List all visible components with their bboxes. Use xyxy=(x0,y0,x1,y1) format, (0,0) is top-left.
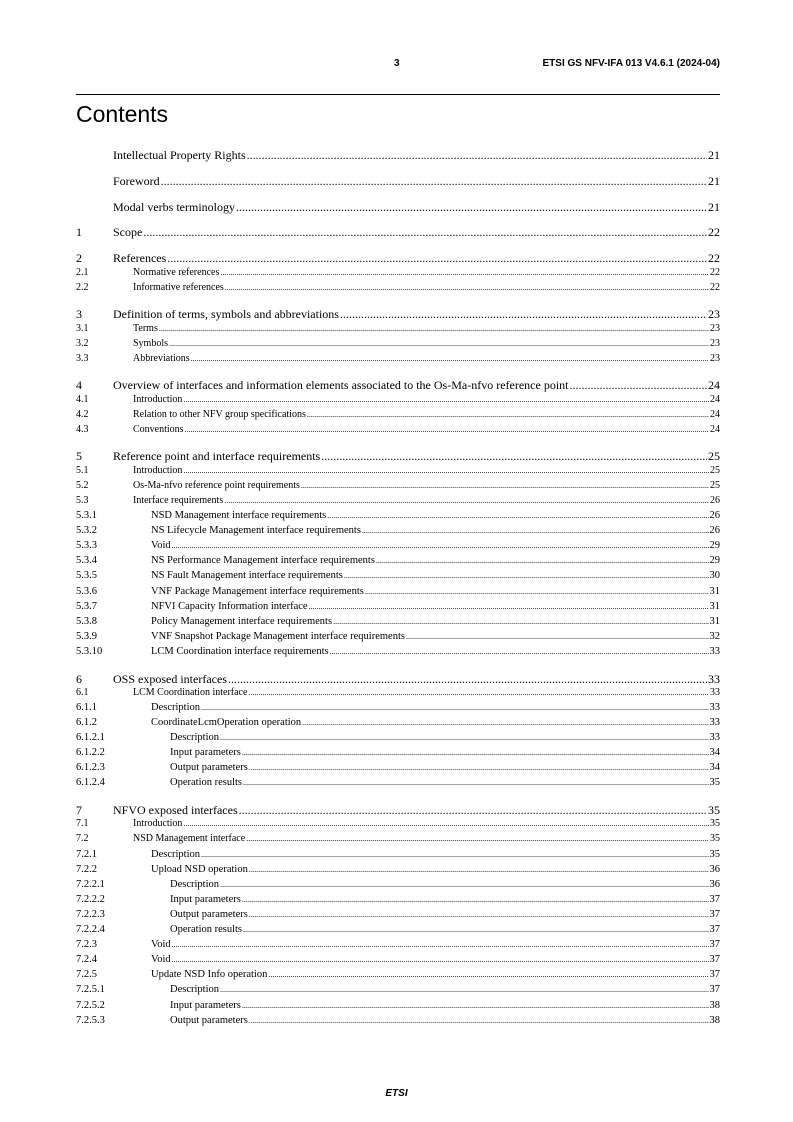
toc-entry-title: Relation to other NFV group specifications xyxy=(133,408,306,420)
toc-entry-page: 33 xyxy=(709,717,720,728)
toc-entry[interactable] xyxy=(76,525,720,536)
toc-entry[interactable] xyxy=(76,555,720,566)
toc-entry-page: 35 xyxy=(710,818,720,830)
toc-entry-page: 22 xyxy=(708,225,720,240)
page-header xyxy=(76,58,720,74)
toc-entry-title: Conventions xyxy=(133,423,184,435)
toc-entry-title: Informative references xyxy=(133,281,224,293)
toc-entry[interactable] xyxy=(76,174,720,189)
toc-dot-leader xyxy=(242,1001,709,1010)
toc-entry-number: 4.3 xyxy=(76,423,89,435)
toc-entry[interactable] xyxy=(76,672,720,687)
toc-entry[interactable] xyxy=(76,424,720,435)
toc-entry-number: 5.1 xyxy=(76,464,89,476)
toc-entry-title: Void xyxy=(151,540,171,552)
toc-entry-page: 24 xyxy=(708,378,720,393)
toc-entry[interactable] xyxy=(76,267,720,278)
toc-entry-title: Output parameters xyxy=(170,908,248,920)
toc-entry-number: 3.2 xyxy=(76,337,89,349)
toc-entry-page: 31 xyxy=(709,600,720,612)
toc-dot-leader xyxy=(159,324,709,333)
toc-entry-number: 7 xyxy=(76,803,82,817)
toc-dot-leader xyxy=(201,850,709,859)
toc-entry-title: Reference point and interface requirements xyxy=(113,449,321,464)
toc-entry-title: NS Lifecycle Management interface requirements xyxy=(151,525,361,537)
toc-dot-leader xyxy=(225,283,709,292)
toc-dot-leader xyxy=(242,895,709,904)
toc-entry-title: Interface requirements xyxy=(133,494,224,506)
toc-entry[interactable] xyxy=(76,409,720,420)
toc-entry-number: 7.2 xyxy=(76,833,89,845)
toc-entry[interactable] xyxy=(76,762,720,773)
toc-dot-leader xyxy=(268,970,708,979)
toc-dot-leader xyxy=(247,148,707,163)
toc-entry-page: 35 xyxy=(709,848,720,860)
toc-dot-leader xyxy=(333,617,708,626)
page-title: Contents xyxy=(76,101,169,127)
toc-entry-number: 6.1.2.1 xyxy=(76,732,105,744)
toc-entry-number: 7.2.1 xyxy=(76,848,97,860)
toc-dot-leader xyxy=(220,880,709,889)
toc-entry-number: 5.3.9 xyxy=(76,630,97,642)
toc-entry-number: 7.1 xyxy=(76,818,89,830)
toc-entry[interactable] xyxy=(76,954,720,965)
toc-entry-title: Introduction xyxy=(133,393,183,405)
toc-entry[interactable] xyxy=(76,849,720,860)
toc-dot-leader xyxy=(185,425,709,434)
toc-entry-page: 35 xyxy=(708,803,720,817)
toc-entry-number: 5 xyxy=(76,449,82,464)
toc-dot-leader xyxy=(167,251,707,266)
toc-dot-leader xyxy=(248,688,709,697)
toc-dot-leader xyxy=(183,466,709,475)
toc-dot-leader xyxy=(220,985,709,994)
toc-dot-leader xyxy=(191,354,709,363)
toc-entry[interactable] xyxy=(76,586,720,597)
toc-dot-leader xyxy=(243,925,708,934)
toc-entry-page: 35 xyxy=(710,833,720,845)
toc-entry-title: Modal verbs terminology xyxy=(113,199,235,214)
toc-dot-leader xyxy=(249,1016,709,1025)
toc-entry[interactable] xyxy=(76,631,720,642)
toc-entry-title: Description xyxy=(170,984,219,996)
toc-dot-leader xyxy=(362,526,709,535)
toc-entry-title: Os-Ma-nfvo reference point requirements xyxy=(133,479,300,491)
toc-entry-number: 5.3.6 xyxy=(76,585,97,597)
toc-entry-page: 33 xyxy=(709,732,720,744)
toc-entry[interactable] xyxy=(76,732,720,743)
toc-entry[interactable] xyxy=(76,909,720,920)
toc-entry-title: Output parameters xyxy=(170,762,248,774)
toc-entry-title: Terms xyxy=(133,322,158,334)
toc-entry-title: Output parameters xyxy=(170,1014,248,1026)
toc-entry-number: 1 xyxy=(76,225,82,240)
toc-entry-title: Input parameters xyxy=(170,999,241,1011)
toc-entry-page: 21 xyxy=(708,148,720,162)
toc-entry-number: 7.2.4 xyxy=(76,954,97,966)
toc-entry-number: 6.1.2.4 xyxy=(76,777,105,789)
toc-entry-number: 3.3 xyxy=(76,352,89,364)
toc-entry-title: OSS exposed interfaces xyxy=(113,671,227,686)
toc-dot-leader xyxy=(249,910,709,919)
toc-entry-page: 29 xyxy=(709,555,720,567)
toc-entry[interactable] xyxy=(76,378,720,393)
toc-entry[interactable] xyxy=(76,833,720,844)
toc-entry-title: LCM Coordination interface requirements xyxy=(151,645,329,657)
toc-entry-number: 5.3.7 xyxy=(76,600,97,612)
toc-entry-page: 22 xyxy=(710,266,720,278)
toc-entry-page: 38 xyxy=(709,1014,720,1026)
toc-dot-leader xyxy=(183,819,709,828)
toc-dot-leader xyxy=(406,632,709,641)
toc-entry-title: Normative references xyxy=(133,266,220,278)
toc-entry-number: 5.3.5 xyxy=(76,570,97,582)
toc-entry-page: 21 xyxy=(708,173,720,188)
toc-entry[interactable] xyxy=(76,1000,720,1011)
toc-entry-page: 26 xyxy=(709,525,720,537)
toc-entry-title: NFVI Capacity Information interface xyxy=(151,600,308,612)
toc-entry[interactable] xyxy=(76,717,720,728)
toc-entry-title: Foreword xyxy=(113,173,160,188)
toc-entry-title: VNF Package Management interface requirements xyxy=(151,585,364,597)
toc-entry[interactable] xyxy=(76,282,720,293)
toc-entry-page: 37 xyxy=(709,924,720,935)
toc-entry[interactable] xyxy=(76,394,720,405)
toc-dot-leader xyxy=(172,541,709,550)
toc-entry-number: 6.1.1 xyxy=(76,701,97,713)
toc-entry[interactable] xyxy=(76,646,720,657)
toc-dot-leader xyxy=(301,481,709,490)
toc-entry-title: Definition of terms, symbols and abbreviations xyxy=(113,307,339,322)
toc-entry-number: 5.3 xyxy=(76,494,89,506)
toc-entry[interactable] xyxy=(76,702,720,713)
page-footer: ETSI xyxy=(385,1088,408,1099)
toc-entry-title: Abbreviations xyxy=(133,352,190,364)
toc-entry-title: Scope xyxy=(113,225,143,240)
toc-entry-number: 4.1 xyxy=(76,393,89,405)
toc-entry-page: 32 xyxy=(709,630,720,642)
toc-dot-leader xyxy=(344,571,709,580)
toc-entry-page: 23 xyxy=(710,352,720,364)
toc-entry-number: 7.2.3 xyxy=(76,939,97,951)
toc-entry-page: 30 xyxy=(709,570,720,582)
toc-dot-leader xyxy=(570,378,708,393)
toc-entry-title: NS Performance Management interface requirements xyxy=(151,555,375,567)
toc-entry-number: 7.2.5.1 xyxy=(76,984,105,996)
toc-dot-leader xyxy=(228,672,707,687)
toc-entry[interactable] xyxy=(76,225,720,240)
toc-entry[interactable] xyxy=(76,984,720,995)
toc-entry-page: 34 xyxy=(709,747,720,759)
toc-dot-leader xyxy=(365,587,709,596)
toc-entry-title: LCM Coordination interface xyxy=(133,686,248,698)
toc-entry-page: 38 xyxy=(709,999,720,1011)
toc-entry-title: Overview of interfaces and information elements associated to the Os-Ma-nfvo reference point xyxy=(113,378,569,393)
toc-entry-number: 5.3.3 xyxy=(76,540,97,552)
toc-entry-title: Symbols xyxy=(133,337,169,349)
toc-entry-number: 5.3.2 xyxy=(76,525,97,537)
toc-entry[interactable] xyxy=(76,353,720,364)
toc-entry[interactable] xyxy=(76,338,720,349)
toc-dot-leader xyxy=(330,647,709,656)
toc-entry-page: 25 xyxy=(710,479,720,491)
toc-entry-page: 33 xyxy=(709,645,720,657)
toc-entry[interactable] xyxy=(76,570,720,581)
document-id: ETSI GS NFV-IFA 013 V4.6.1 (2024-04) xyxy=(542,58,720,69)
toc-entry[interactable] xyxy=(76,864,720,875)
toc-dot-leader xyxy=(242,748,709,757)
toc-entry-title: Void xyxy=(151,939,171,951)
toc-entry-page: 37 xyxy=(709,939,720,951)
toc-entry-page: 36 xyxy=(709,878,720,890)
toc-entry-page: 37 xyxy=(709,984,720,996)
toc-entry-title: NFVO exposed interfaces xyxy=(113,803,238,817)
toc-dot-leader xyxy=(169,339,709,348)
toc-entry-title: Update NSD Info operation xyxy=(151,969,268,981)
toc-entry-title: NSD Management interface xyxy=(133,833,246,845)
toc-entry-number: 6.1.2.3 xyxy=(76,762,105,774)
toc-entry-page: 36 xyxy=(709,863,720,875)
toc-entry[interactable] xyxy=(76,924,720,935)
toc-entry[interactable] xyxy=(76,777,720,788)
toc-entry-page: 22 xyxy=(708,251,720,266)
toc-entry-number: 7.2.5.2 xyxy=(76,999,105,1011)
toc-entry-title: Upload NSD operation xyxy=(151,863,248,875)
toc-dot-leader xyxy=(143,225,707,240)
toc-entry[interactable] xyxy=(76,449,720,464)
toc-dot-leader xyxy=(172,955,709,964)
toc-entry[interactable] xyxy=(76,323,720,334)
toc-dot-leader xyxy=(309,602,709,611)
toc-entry[interactable] xyxy=(76,465,720,476)
toc-dot-leader xyxy=(249,865,709,874)
toc-entry-title: Operation results xyxy=(170,924,243,935)
toc-entry-title: Policy Management interface requirements xyxy=(151,615,333,627)
toc-entry-number: 5.3.10 xyxy=(76,645,103,657)
toc-entry[interactable] xyxy=(76,818,720,829)
toc-dot-leader xyxy=(302,718,708,727)
toc-dot-leader xyxy=(376,556,709,565)
toc-entry-number: 3.1 xyxy=(76,322,89,334)
toc-entry-number: 2 xyxy=(76,251,82,266)
toc-dot-leader xyxy=(307,410,709,419)
toc-entry-page: 23 xyxy=(710,322,720,334)
toc-entry-number: 5.3.8 xyxy=(76,615,97,627)
toc-entry-title: Description xyxy=(151,701,200,713)
toc-entry[interactable] xyxy=(76,687,720,698)
toc-entry-number: 7.2.5.3 xyxy=(76,1014,105,1026)
toc-entry[interactable] xyxy=(76,879,720,890)
toc-dot-leader xyxy=(236,200,707,215)
toc-entry-page: 25 xyxy=(710,464,720,476)
toc-entry-page: 25 xyxy=(708,449,720,464)
toc-entry-number: 7.2.2.4 xyxy=(76,924,105,935)
toc-dot-leader xyxy=(327,511,708,520)
toc-entry-number: 4 xyxy=(76,378,82,393)
toc-entry-number: 6.1.2.2 xyxy=(76,747,105,759)
toc-dot-leader xyxy=(161,174,707,189)
toc-entry-page: 24 xyxy=(710,423,720,435)
toc-entry-number: 6 xyxy=(76,671,82,686)
toc-entry-page: 35 xyxy=(709,777,720,789)
toc-entry-title: VNF Snapshot Package Management interface requirements xyxy=(151,630,405,642)
toc-dot-leader xyxy=(239,803,707,818)
toc-entry-title: Description xyxy=(151,848,200,860)
toc-entry-title: Description xyxy=(170,878,219,890)
toc-dot-leader xyxy=(220,733,709,742)
toc-entry[interactable] xyxy=(76,510,720,521)
toc-entry-number: 7.2.2.3 xyxy=(76,908,105,920)
toc-entry-number: 4.2 xyxy=(76,408,89,420)
toc-dot-leader xyxy=(321,449,707,464)
toc-entry-number: 5.3.4 xyxy=(76,555,97,567)
page-number: 3 xyxy=(394,58,400,69)
toc-dot-leader xyxy=(249,763,709,772)
toc-dot-leader xyxy=(340,307,707,322)
toc-dot-leader xyxy=(224,496,709,505)
toc-entry-title: Void xyxy=(151,954,171,966)
toc-entry-page: 37 xyxy=(709,893,720,905)
toc-entry-number: 7.2.2 xyxy=(76,863,97,875)
toc-entry[interactable] xyxy=(76,200,720,215)
toc-dot-leader xyxy=(243,778,708,787)
toc-entry-page: 31 xyxy=(709,585,720,597)
toc-entry-number: 7.2.5 xyxy=(76,969,97,981)
toc-entry-number: 7.2.2.1 xyxy=(76,878,105,890)
toc-entry[interactable] xyxy=(76,969,720,980)
toc-entry-page: 24 xyxy=(710,393,720,405)
toc-entry-page: 26 xyxy=(710,494,720,506)
toc-entry[interactable] xyxy=(76,480,720,491)
toc-entry-page: 37 xyxy=(709,954,720,966)
toc-entry[interactable] xyxy=(76,894,720,905)
toc-entry[interactable] xyxy=(76,601,720,612)
toc-entry-page: 29 xyxy=(709,540,720,552)
toc-entry-page: 22 xyxy=(710,281,720,293)
toc-entry[interactable] xyxy=(76,616,720,627)
toc-entry-page: 37 xyxy=(709,969,720,981)
toc-entry-title: Description xyxy=(170,732,219,744)
toc-entry-page: 26 xyxy=(709,510,720,521)
toc-entry-title: Introduction xyxy=(133,464,183,476)
toc-entry-page: 33 xyxy=(709,701,720,713)
toc-entry-number: 6.1 xyxy=(76,686,89,698)
toc-entry[interactable] xyxy=(76,1015,720,1026)
toc-dot-leader xyxy=(183,395,709,404)
toc-entry-title: Input parameters xyxy=(170,893,241,905)
toc-entry-title: Intellectual Property Rights xyxy=(113,148,246,162)
toc-dot-leader xyxy=(172,940,709,949)
toc-entry-title: Introduction xyxy=(133,818,183,830)
toc-entry-title: Operation results xyxy=(170,777,243,789)
toc-entry-number: 3 xyxy=(76,307,82,322)
toc-entry-page: 23 xyxy=(710,337,720,349)
toc-entry-number: 2.1 xyxy=(76,266,89,278)
toc-dot-leader xyxy=(201,703,709,712)
toc-entry[interactable] xyxy=(76,747,720,758)
toc-entry[interactable] xyxy=(76,939,720,950)
toc-entry-title: Input parameters xyxy=(170,747,241,759)
toc-entry-number: 7.2.2.2 xyxy=(76,893,105,905)
toc-entry[interactable] xyxy=(76,495,720,506)
toc-entry-title: NS Fault Management interface requirements xyxy=(151,570,343,582)
toc-entry-title: NSD Management interface requirements xyxy=(151,510,327,521)
toc-entry-page: 24 xyxy=(710,408,720,420)
toc-entry[interactable] xyxy=(76,803,720,818)
toc-entry-page: 23 xyxy=(708,307,720,322)
toc-entry-number: 2.2 xyxy=(76,281,89,293)
header-rule xyxy=(76,94,720,95)
toc-entry-number: 6.1.2 xyxy=(76,717,97,728)
toc-entry[interactable] xyxy=(76,307,720,322)
toc-dot-leader xyxy=(220,268,709,277)
toc-entry-page: 33 xyxy=(708,671,720,686)
toc-entry-page: 31 xyxy=(709,615,720,627)
toc-entry-title: References xyxy=(113,251,167,266)
toc-entry-title: CoordinateLcmOperation operation xyxy=(151,717,302,728)
toc-entry[interactable] xyxy=(76,251,720,266)
toc-entry-page: 37 xyxy=(709,908,720,920)
toc-entry-number: 5.3.1 xyxy=(76,510,97,521)
toc-entry-page: 34 xyxy=(709,762,720,774)
toc-entry[interactable] xyxy=(76,540,720,551)
toc-entry[interactable] xyxy=(76,148,720,163)
toc-entry-page: 21 xyxy=(708,199,720,214)
toc-entry-page: 33 xyxy=(710,686,720,698)
toc-entry-number: 5.2 xyxy=(76,479,89,491)
toc-dot-leader xyxy=(246,834,709,843)
